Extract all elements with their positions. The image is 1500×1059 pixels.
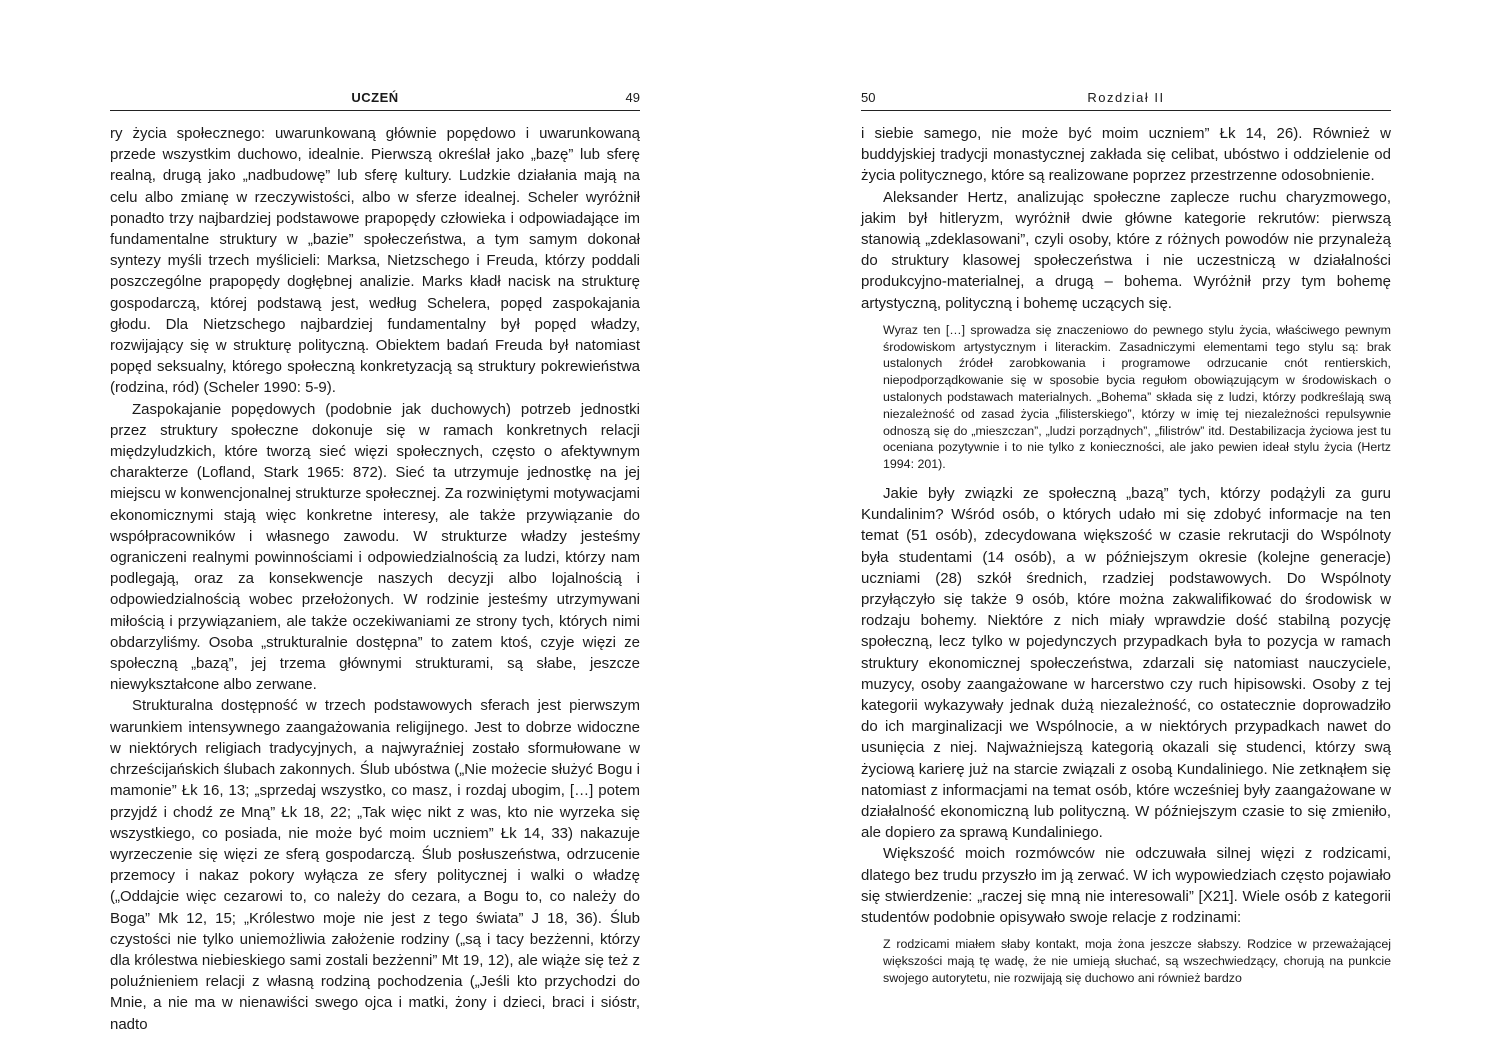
running-head: Rozdział II (1087, 90, 1165, 105)
left-page (110, 0, 640, 1059)
paragraph: ry życia społecznego: uwarunkowaną głównie popędowo i uwarunkowaną przede wszystkim duchowo, idealnie. Pierwszą określał jako „bazę” lub sferę realną, drugą jako „nadbudowę” lub sferę kultury. Ludzkie działania mają na celu albo zmianę w rzeczywistości, albo w sferze idealnej. Scheler wyróżnił ponadto trzy najbardziej podstawowe prapopędy człowieka i odpowiadające im fundamentalne struktury w „bazie” społeczeństwa, a tym samym dokonał syntezy myśli trzech myślicieli: Marksa, Nietzschego i Freuda, którzy poddali poszczególne prapopędy dogłębnej analizie. Marks kładł nacisk na strukturę gospodarczą, której podstawą jest, według Schelera, popęd zaspokajania głodu. Dla Nietzschego najbardziej fundamentalny był popęd władzy, rozwijający się w strukturę polityczną. Obiektem badań Freuda był natomiast popęd seksualny, którego społeczną konkretyzacją są struktury pokrewieństwa (rodzina, ród) (Scheler 1990: 5-9). (110, 125, 640, 397)
running-head: UCZEŃ (351, 90, 399, 105)
paragraph: i siebie samego, nie może być moim uczniem” Łk 14, 26). Również w buddyjskiej tradycji monastycznej zakłada się celibat, ubóstwo i oddzielenie od życia politycznego, które są realizowane poprzez przestrzenne odosobnienie. (861, 125, 1391, 185)
paragraph: Jakie były związki ze społeczną „bazą” tych, którzy podążyli za guru Kundalinim? Wśród osób, o których udało mi się zdobyć informacje na ten temat (51 osób), zdecydowana większość w czasie rekrutacji do Wspólnoty była studentami (14 osób), a w późniejszym okresie (kolejne generacje) uczniami (28) szkół średnich, rzadziej podstawowych. Do Wspólnoty przyłączyło się także 9 osób, które można zakwalifikować do środowisk w rodzaju bohemy. Niektóre z nich miały wprawdzie dość stabilną pozycję społeczną, lecz tylko w pojedynczych przypadkach była to pozycja w ramach struktury ekonomicznej społeczeństwa, zdarzali się natomiast nauczyciele, muzycy, osoby zaangażowane w harcerstwo czy ruch hipisowski. Osoby z tej kategorii wykazywały jednak dużą niezależność, co ostatecznie doprowadziło do ich marginalizacji we Wspólnocie, a w niektórych przypadkach nawet do usunięcia z niej. Najważniejszą kategorią okazali się studenci, którzy swą życiową karierę już na starcie związali z osobą Kundaliniego. Nie zetknąłem się natomiast z informacjami na temat osób, które wcześniej były zaangażowane w działalność ekonomiczną lub polityczną. W późniejszym czasie to się zmieniło, ale dopiero za sprawą Kundaliniego. (861, 485, 1391, 842)
page-number: 49 (625, 90, 640, 105)
paragraph: Większość moich rozmówców nie odczuwała silnej więzi z rodzicami, dlatego bez trudu przyszło im ją zerwać. W ich wypowiedziach często pojawiało się stwierdzenie: „raczej się mną nie interesowali” [X21]. Wiele osób z kategorii studentów podobnie opisywało swoje relacje z rodzinami: (861, 845, 1391, 927)
paragraph: Aleksander Hertz, analizując społeczne zaplecze ruchu charyzmowego, jakim był hitleryzm, wyróżnił dwie główne kategorie rekrutów: pierwszą stanowią „zdeklasowani”, czyli osoby, które z różnych powodów nie przynależą do struktury klasowej społeczeństwa i nie uczestniczą w działalności produkcyjno-materialnej, a drugą – bohema. Wyróżnił przy tym bohemę artystyczną, polityczną i bohemę uczących się. (861, 188, 1391, 312)
left-page-body (110, 123, 640, 1035)
right-page-body (861, 123, 1391, 997)
page-number: 50 (861, 90, 876, 105)
paragraph: Strukturalna dostępność w trzech podstawowych sferach jest pierwszym warunkiem intensywnego zaangażowania religijnego. Jest to dobrze widoczne w niektórych religiach tradycyjnych, a najwyraźniej zostało sformułowane w chrześcijańskich ślubach zakonnych. Ślub ubóstwa („Nie możecie służyć Bogu i mamonie” Łk 16, 13; „sprzedaj wszystko, co masz, i rozdaj ubogim, […] potem przyjdź i chodź ze Mną” Łk 18, 22; „Tak więc nikt z was, kto nie wyrzeka się wszystkiego, co posiada, nie może być moim uczniem” Łk 14, 33) nakazuje wyrzeczenie się więzi ze sferą gospodarczą. Ślub posłuszeństwa, odrzucenie przemocy i nakaz pokory wyłącza ze sfery politycznej i walki o władzę („Oddajcie więc cezarowi to, co należy do cezara, a Bogu to, co należy do Boga” Mk 12, 15; „Królestwo moje nie jest z tego świata” J 18, 36). Ślub czystości nie tylko uniemożliwia założenie rodziny („są i tacy bezżenni, którzy dla królestwa niebieskiego sami zostali bezżenni” Mt 19, 12), ale wiąże się też z poluźnieniem relacji z własną rodziną pochodzenia („Jeśli kto przychodzi do Mnie, a nie ma w nienawiści swego ojca i matki, żony i dzieci, braci i sióstr, nadto (110, 697, 640, 1033)
right-page (861, 0, 1391, 1059)
left-page-header (110, 86, 640, 111)
right-page-header (861, 86, 1391, 111)
paragraph: Zaspokajanie popędowych (podobnie jak duchowych) potrzeb jednostki przez struktury społeczne dokonuje się w ramach konkretnych relacji międzyludzkich, które tworzą sieć więzi społecznych, często o afektywnym charakterze (Lofland, Stark 1965: 872). Sieć ta utrzymuje jednostkę na jej miejscu w konwencjonalnej strukturze społecznej. Za rozwiniętymi motywacjami ekonomicznymi stają więc konkretne interesy, ale także przywiązanie do współpracowników i własnego zawodu. W strukturze władzy jesteśmy ograniczeni realnymi powinnościami i odpowiedzialnością za ludzi, którzy nam podlegają, oraz za konsekwencje naszych decyzji albo lojalnością i odpowiedzialnością wobec przełożonych. W rodzinie jesteśmy utrzymywani miłością i przywiązaniem, ale także oczekiwaniami ze strony tych, których nimi obdarzyliśmy. Osoba „strukturalnie dostępna” to zatem ktoś, czyje więzi ze społeczną „bazą”, jej trzema głównymi strukturami, są słabe, jeszcze niewykształcone albo zerwane. (110, 400, 640, 694)
block-quote: Z rodzicami miałem słaby kontakt, moja żona jeszcze słabszy. Rodzice w przeważającej większości mają tę wadę, że nie umieją słuchać, są wszechwiedzący, chorują na punkcie swojego autorytetu, nie rozwijają się duchowo ani również bardzo (883, 937, 1391, 985)
block-quote: Wyraz ten […] sprowadza się znaczeniowo do pewnego stylu życia, właściwego pewnym środowiskom artystycznym i literackim. Zasadniczymi elementami tego stylu są: brak ustalonych źródeł zarobkowania i programowe odrzucanie cnót rentierskich, niepodporządkowanie się w sposobie bycia regułom obowiązującym w środowiskach o ustalonych podstawach materialnych. „Bohema” składa się z ludzi, którzy podkreślają swą niezależność od zasad życia „filisterskiego”, którzy w imię tej niezależności repulsywnie odnoszą się do „mieszczan”, „ludzi porządnych”, „filistrów” itd. Destabilizacja życiowa jest tu oceniana pozytywnie i to nie tylko z konieczności, ale jako pewien ideał stylu życia (Hertz 1994: 201). (883, 322, 1391, 472)
